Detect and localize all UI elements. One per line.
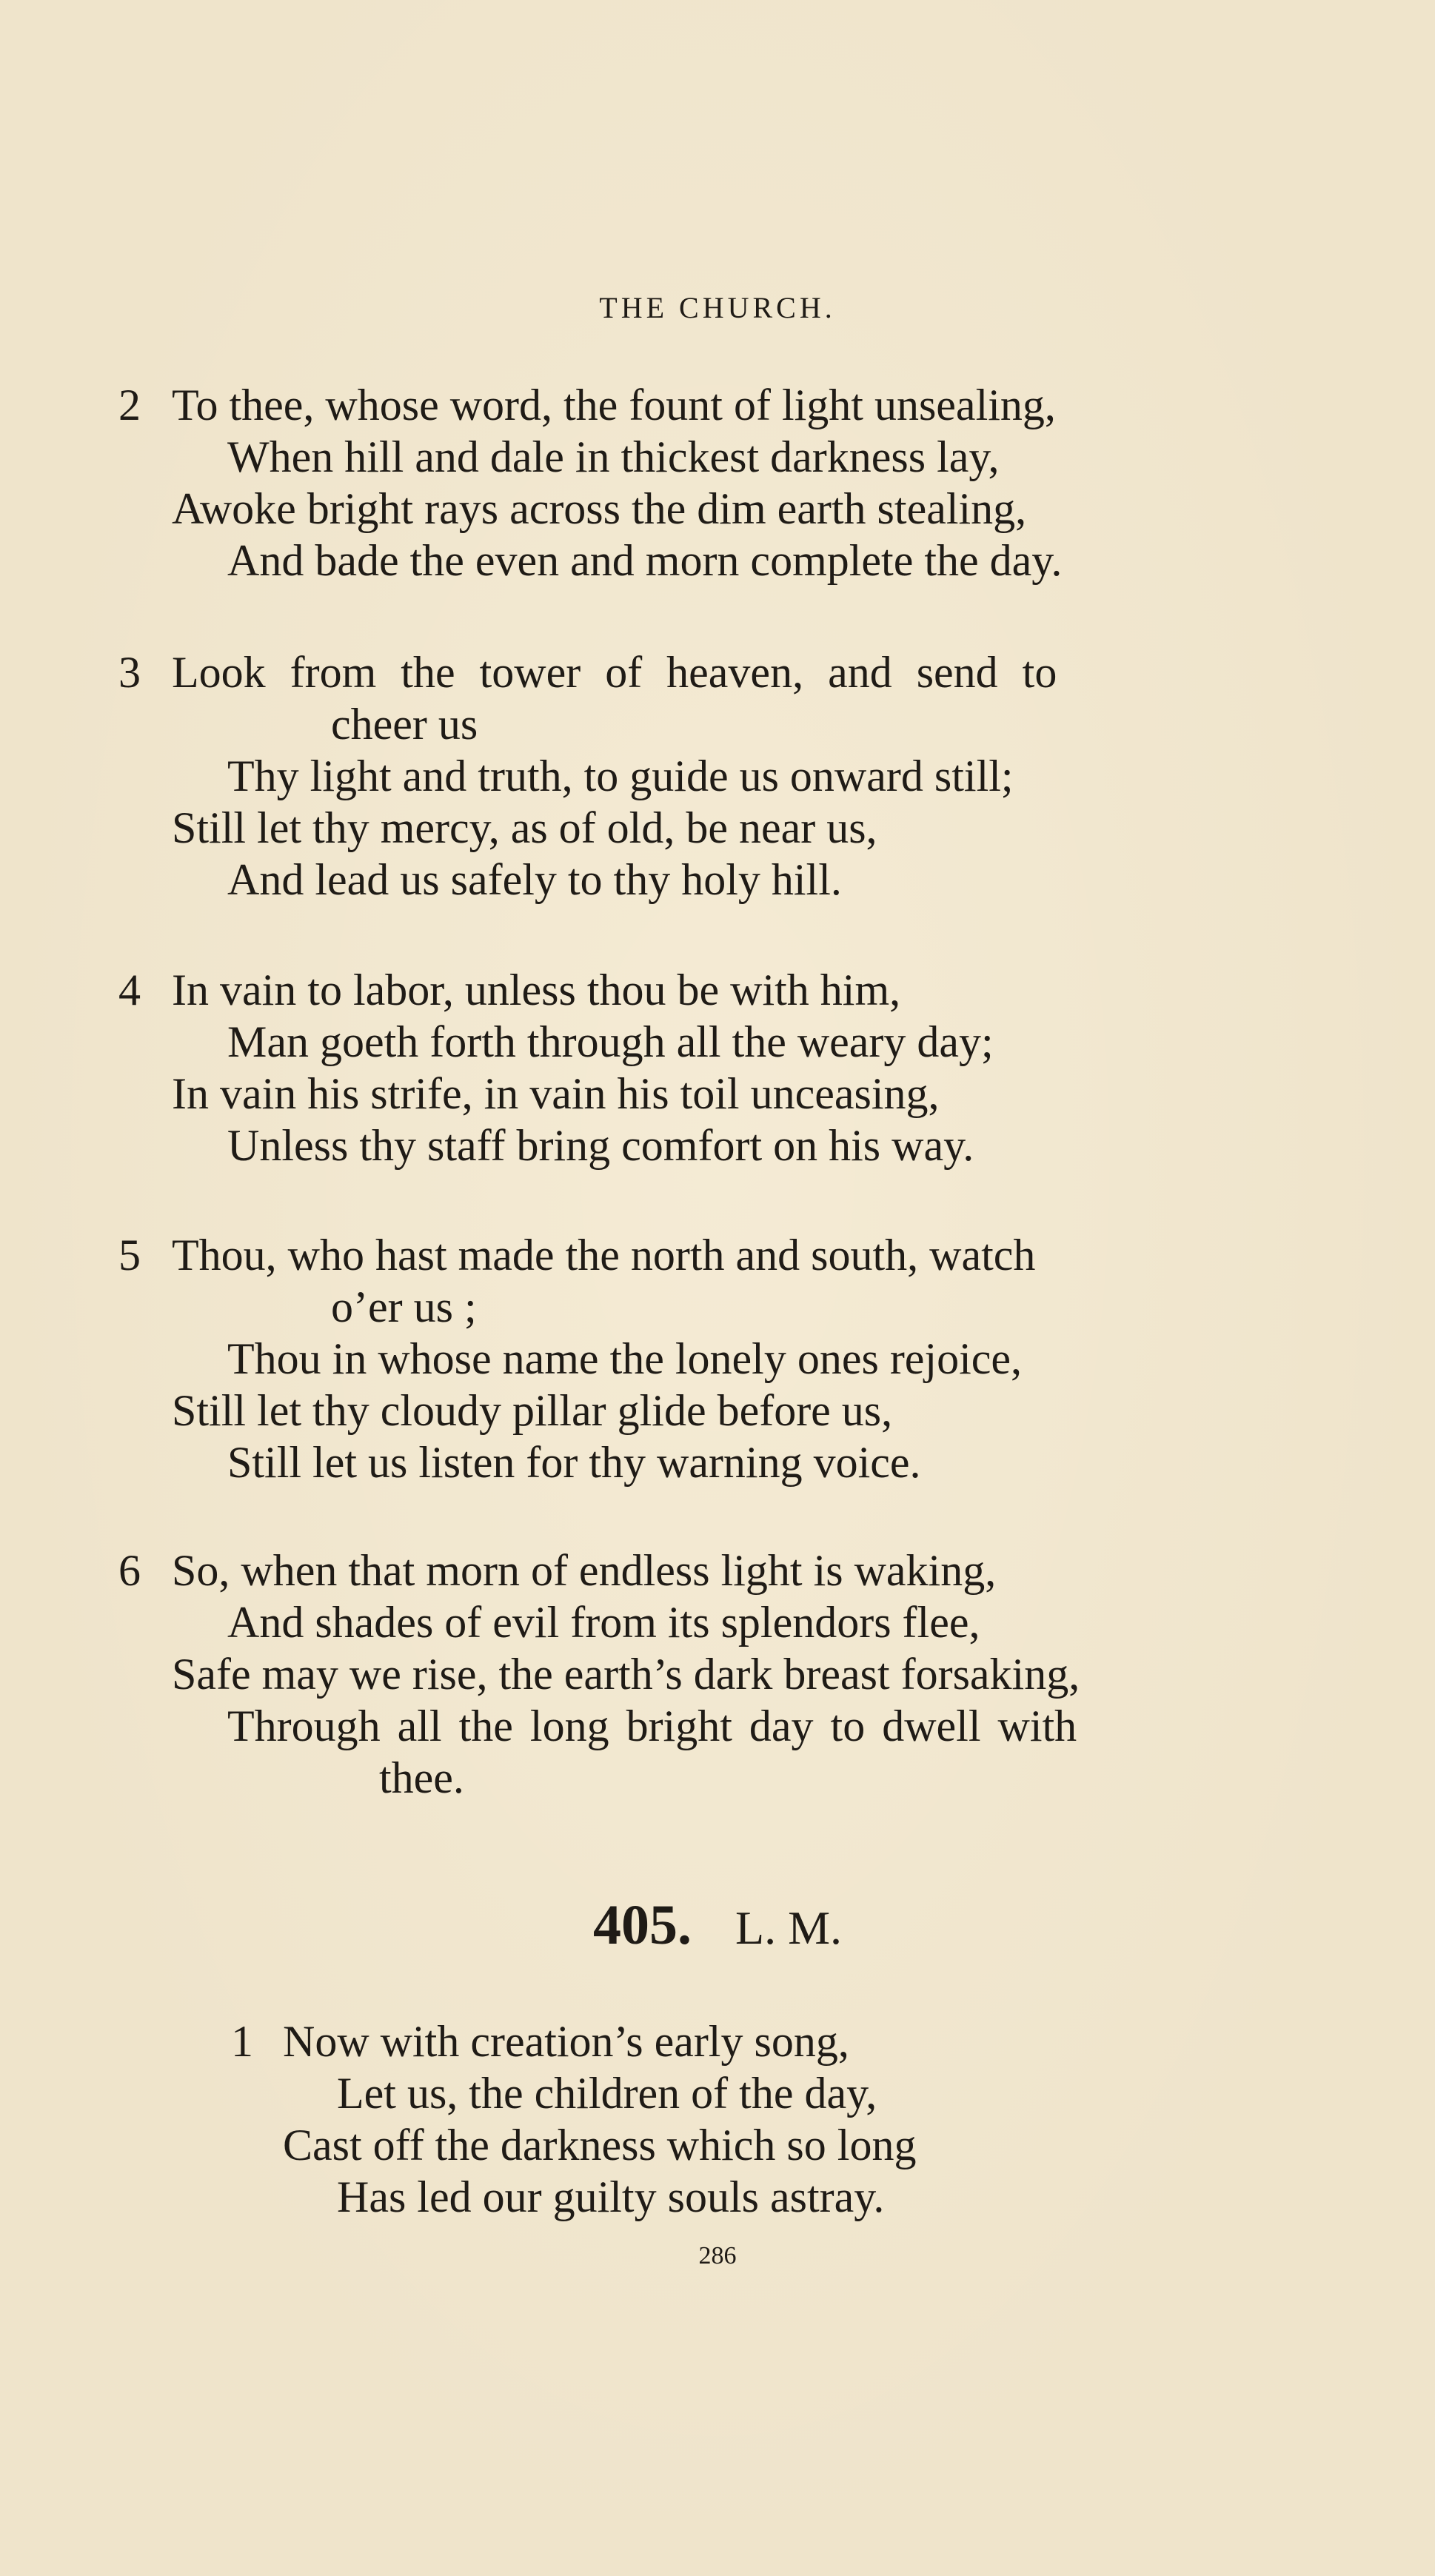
verse-line: Thou, who hast made the north and south, watch: [172, 1231, 1036, 1279]
stanza-number: 2: [118, 381, 141, 429]
verse-line: In vain his strife, in vain his toil unceasing,: [172, 1069, 940, 1118]
verse-line: o’er us ;: [331, 1282, 477, 1331]
verse-line: Unless thy staff bring comfort on his way.: [227, 1121, 974, 1170]
hymn-meter: L. M.: [735, 1901, 842, 1954]
verse-line: Through all the long bright day to dwell with: [227, 1702, 1077, 1750]
verse-line: When hill and dale in thickest darkness lay,: [227, 432, 1000, 481]
verse-line: Thy light and truth, to guide us onward still;: [227, 752, 1014, 800]
verse-line: Cast off the darkness which so long: [283, 2121, 917, 2169]
hymn-heading: [0, 1892, 1435, 1961]
verse-line: Let us, the children of the day,: [337, 2069, 877, 2118]
verse-line: Awoke bright rays across the dim earth stealing,: [172, 484, 1027, 533]
verse-line: Thou in whose name the lonely ones rejoice,: [227, 1334, 1023, 1383]
verse-line: Still let us listen for thy warning voice.: [227, 1438, 921, 1487]
verse-line: In vain to labor, unless thou be with him,: [172, 966, 901, 1014]
verse-line: Safe may we rise, the earth’s dark breast forsaking,: [172, 1650, 1080, 1699]
verse-line: cheer us: [331, 700, 478, 749]
stanza-number: 3: [118, 648, 141, 697]
verse-line: Man goeth forth through all the weary day;: [227, 1017, 994, 1066]
verse-line: And lead us safely to thy holy hill.: [227, 855, 842, 904]
stanza-number: 1: [231, 2017, 253, 2066]
verse-line: So, when that morn of endless light is waking,: [172, 1546, 997, 1595]
verse-line: thee.: [379, 1753, 464, 1802]
verse-line: Look from the tower of heaven, and send to: [172, 648, 1057, 697]
verse-line: Still let thy mercy, as of old, be near us,: [172, 803, 877, 852]
stanza-number: 4: [118, 966, 141, 1014]
verse-line: Now with creation’s early song,: [283, 2017, 849, 2066]
page-number: 286: [698, 2242, 737, 2269]
hymn-number: 405.: [593, 1894, 692, 1956]
verse-line: To thee, whose word, the fount of light unsealing,: [172, 381, 1056, 429]
verse-line: And shades of evil from its splendors flee,: [227, 1598, 980, 1647]
stanza-number: 6: [118, 1546, 141, 1595]
running-head: THE CHURCH.: [599, 291, 836, 324]
verse-line: Has led our guilty souls astray.: [337, 2172, 885, 2221]
stanza-number: 5: [118, 1231, 141, 1279]
verse-line: And bade the even and morn complete the day.: [227, 536, 1063, 585]
verse-line: Still let thy cloudy pillar glide before us,: [172, 1386, 893, 1435]
